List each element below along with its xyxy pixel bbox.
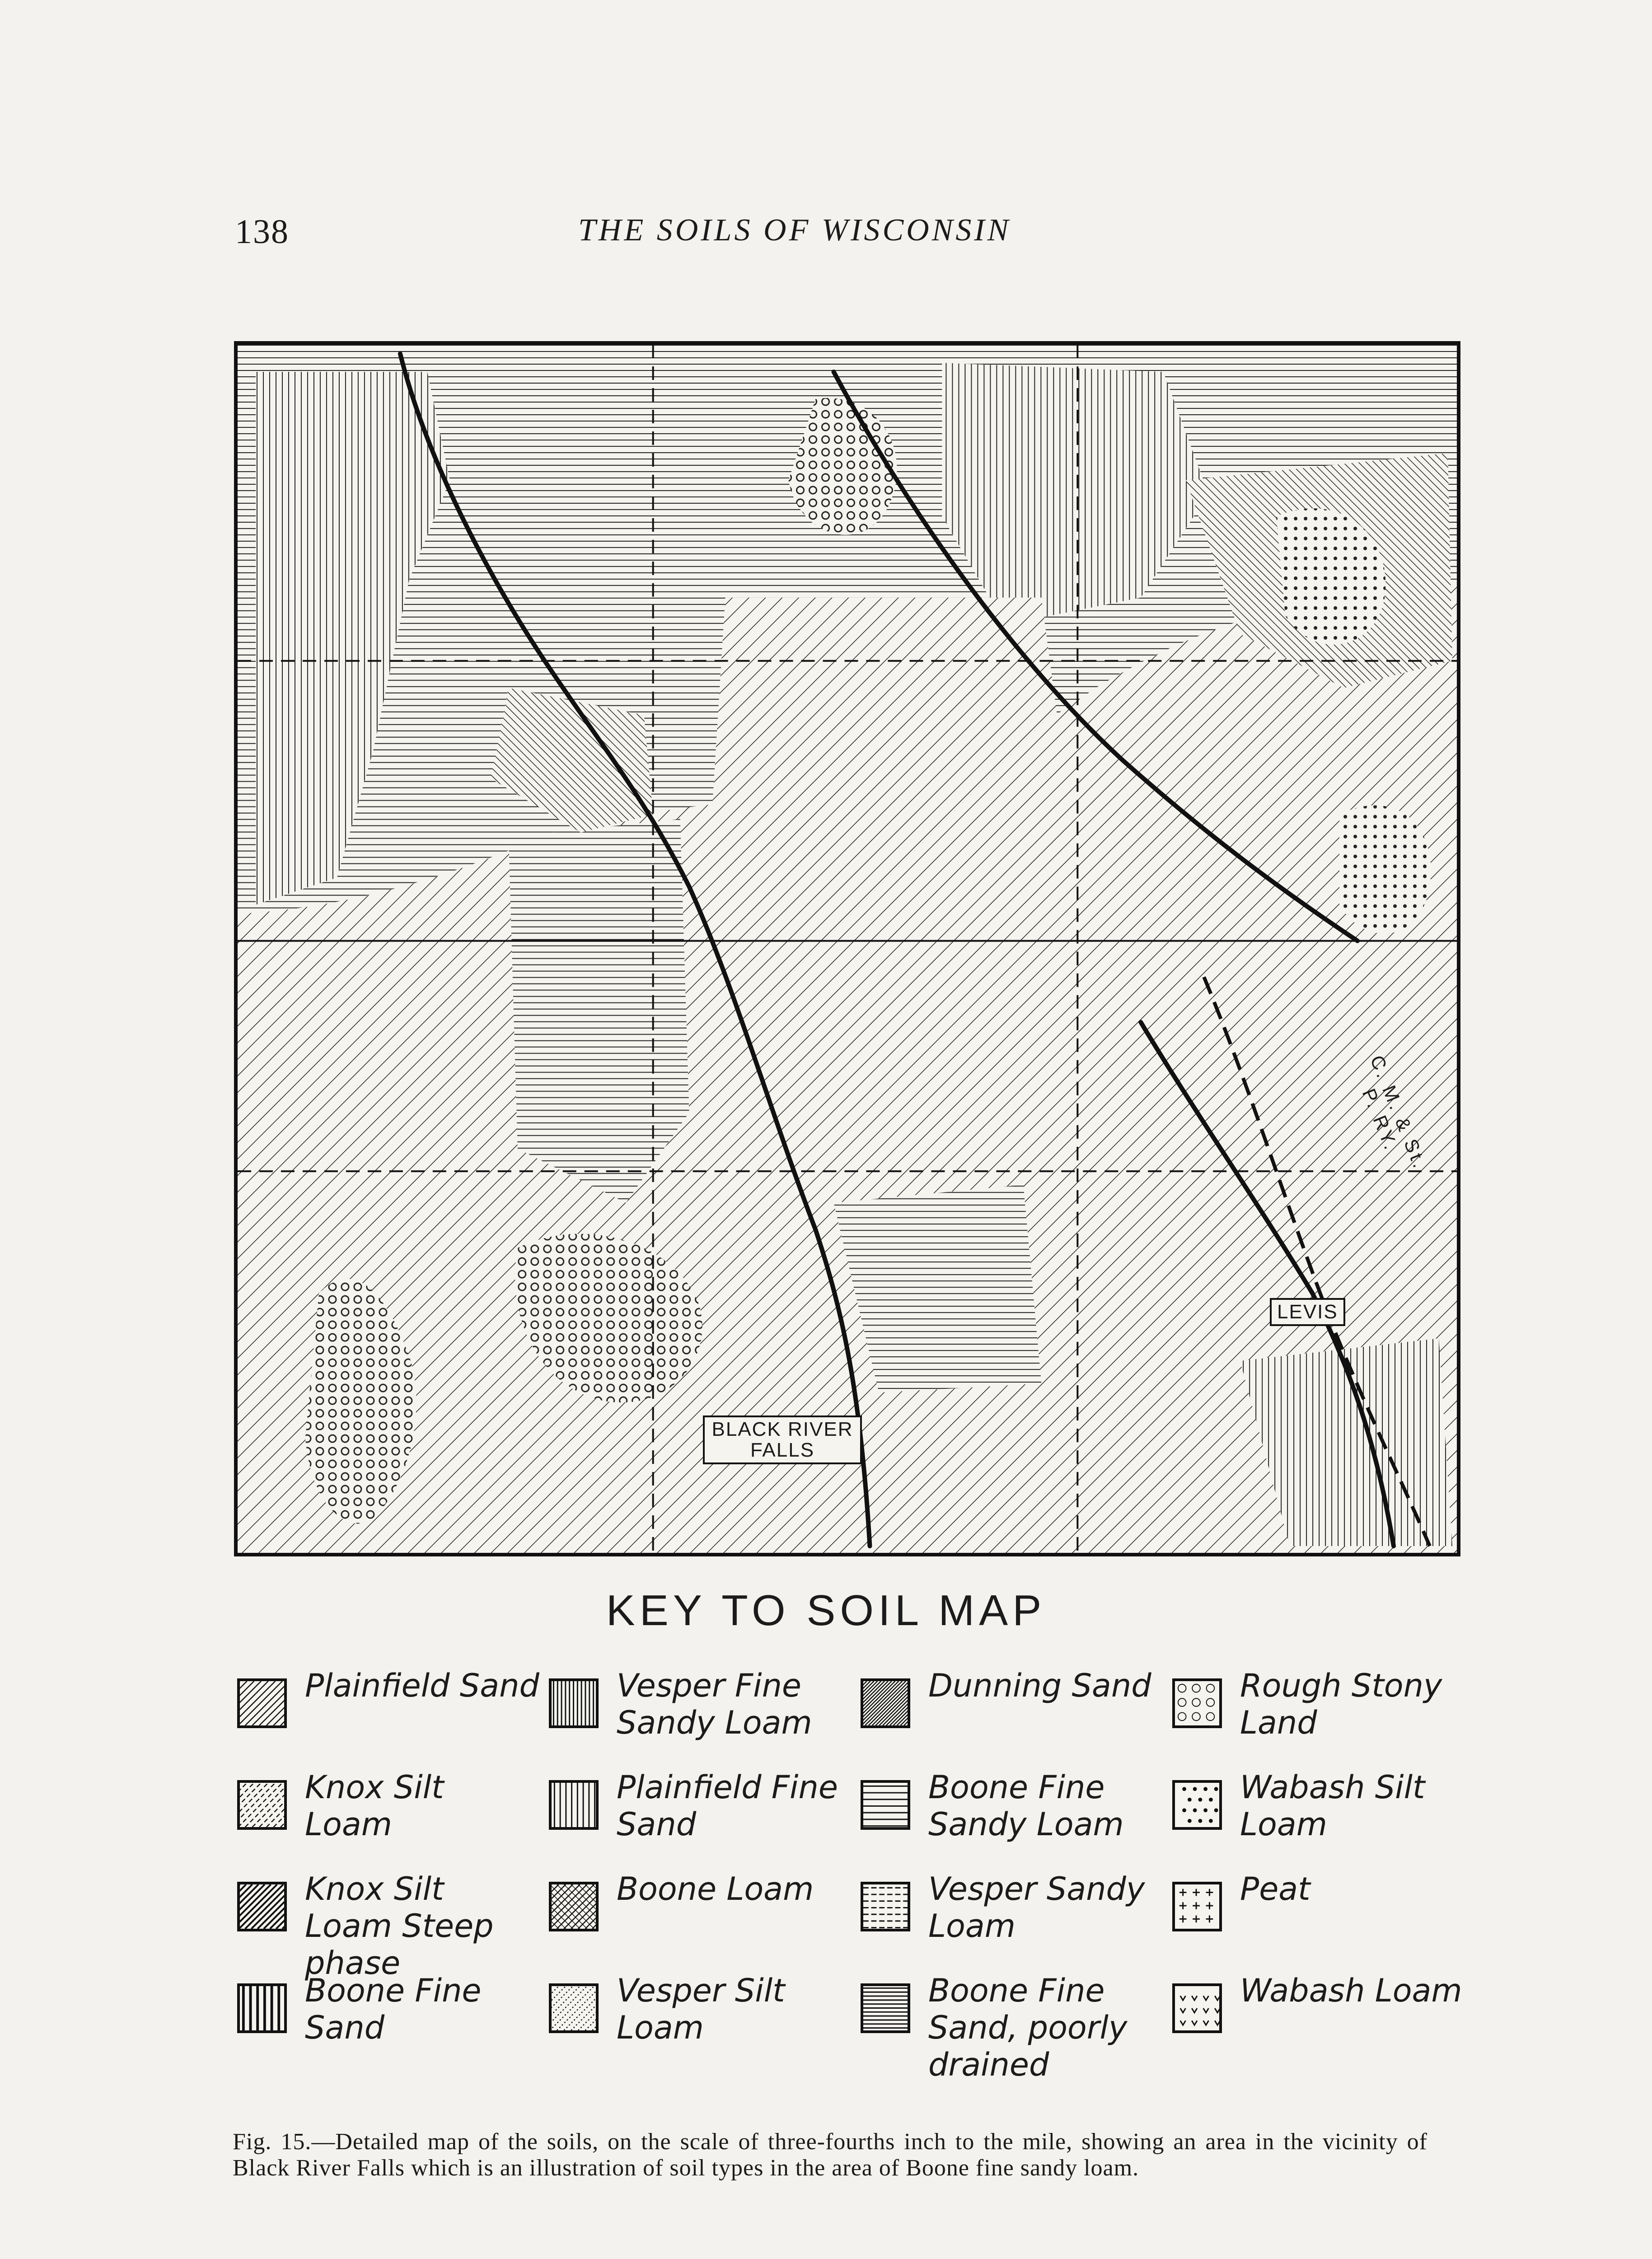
legend-label: Wabash Loam [1240, 1972, 1462, 2009]
legend-item [544, 1870, 852, 1961]
legend-label: Boone Loam [617, 1870, 814, 1907]
legend-item [1168, 1769, 1475, 1859]
legend-pattern [1175, 1884, 1219, 1929]
soil-legend [233, 1667, 1479, 2083]
legend-pattern [863, 1986, 908, 2030]
legend-label: Plainfield Fine Sand [617, 1769, 838, 1843]
legend-pattern [240, 1681, 284, 1725]
legend-item [1168, 1667, 1475, 1758]
black-river-falls-label: BLACK RIVER FALLS [703, 1415, 862, 1464]
legend-pattern [1175, 1783, 1219, 1827]
legend-label: Dunning Sand [928, 1667, 1151, 1704]
legend-item [856, 1972, 1163, 2083]
railroad-label: C. M. & St. P. RY. [1358, 1052, 1432, 1173]
legend-label: Boone Fine Sand, poorly drained [928, 1972, 1128, 2083]
legend-item [856, 1667, 1163, 1758]
legend-swatch [1172, 1983, 1222, 2033]
legend-item [544, 1972, 852, 2062]
legend-swatch [237, 1983, 287, 2033]
legend-item [1168, 1870, 1475, 1961]
legend-swatch [549, 1882, 599, 1931]
legend-pattern [1175, 1681, 1219, 1725]
legend-swatch [237, 1780, 287, 1830]
legend-swatch [1172, 1780, 1222, 1830]
soil-map-drawing [238, 345, 1457, 1553]
legend-pattern [1175, 1986, 1219, 2030]
legend-label: Peat [1240, 1870, 1310, 1907]
legend-item [233, 1667, 540, 1758]
legend-swatch [861, 1780, 910, 1830]
legend-pattern [863, 1681, 908, 1725]
legend-pattern [552, 1681, 596, 1725]
legend-swatch [861, 1678, 910, 1728]
legend-label: Knox Silt Loam [305, 1769, 444, 1843]
levis-label: LEVIS [1270, 1298, 1345, 1326]
legend-pattern [240, 1884, 284, 1929]
legend-label: Plainfield Sand [305, 1667, 539, 1704]
legend-item [544, 1769, 852, 1859]
legend-label: Vesper Sandy Loam [928, 1870, 1145, 1945]
figure-caption: Fig. 15.—Detailed map of the soils, on the scale of three-fourths inch to the mile, showing an area in the vicinity of Black River Falls which is an illustration of soil types in the area of Boone fine sandy loam. [233, 2129, 1427, 2181]
legend-item [1168, 1972, 1475, 2062]
key-title: KEY TO SOIL MAP [606, 1586, 1046, 1635]
legend-swatch [237, 1678, 287, 1728]
legend-swatch [237, 1882, 287, 1931]
legend-label: Boone Fine Sandy Loam [928, 1769, 1124, 1843]
legend-label: Vesper Silt Loam [617, 1972, 785, 2046]
legend-pattern [552, 1884, 596, 1929]
page-number: 138 [235, 213, 289, 251]
legend-swatch [1172, 1678, 1222, 1728]
legend-swatch [861, 1882, 910, 1931]
running-title: THE SOILS OF WISCONSIN [578, 213, 1011, 248]
legend-pattern [552, 1986, 596, 2030]
legend-label: Wabash Silt Loam [1240, 1769, 1425, 1843]
legend-item [856, 1870, 1163, 1961]
legend-label: Knox Silt Loam Steep phase [305, 1870, 494, 1982]
soil-map [234, 341, 1460, 1556]
legend-label: Rough Stony Land [1240, 1667, 1442, 1741]
legend-pattern [240, 1783, 284, 1827]
legend-pattern [863, 1783, 908, 1827]
legend-label: Vesper Fine Sandy Loam [617, 1667, 812, 1741]
legend-item [544, 1667, 852, 1758]
legend-item [233, 1769, 540, 1859]
legend-pattern [552, 1783, 596, 1827]
legend-pattern [863, 1884, 908, 1929]
legend-item [856, 1769, 1163, 1859]
legend-pattern [240, 1986, 284, 2030]
legend-label: Boone Fine Sand [305, 1972, 482, 2046]
legend-swatch [861, 1983, 910, 2033]
legend-swatch [1172, 1882, 1222, 1931]
legend-item [233, 1972, 540, 2062]
page-header [235, 212, 1455, 267]
legend-swatch [549, 1780, 599, 1830]
legend-item [233, 1870, 540, 1982]
legend-swatch [549, 1678, 599, 1728]
legend-swatch [549, 1983, 599, 2033]
